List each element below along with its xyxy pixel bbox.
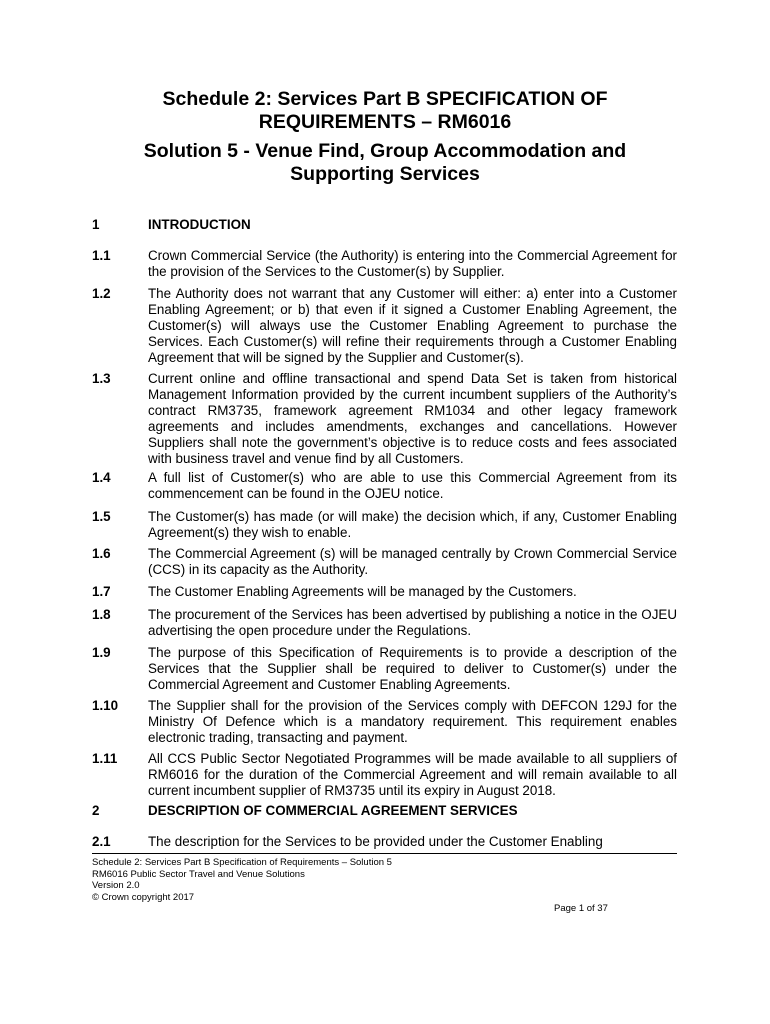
clause-1-3	[92, 371, 682, 466]
clause-number: 1.6	[92, 546, 111, 561]
section-heading-2	[92, 803, 682, 819]
document-title	[90, 88, 680, 134]
clause-text: A full list of Customer(s) who are able to use this Commercial Agreement from its commencement can be found in the OJEU notice.	[148, 470, 677, 501]
clause-number: 1.11	[92, 751, 118, 766]
clause-1-11	[92, 751, 682, 799]
clause-number: 1.3	[92, 371, 111, 386]
clause-number: 1.4	[92, 470, 111, 485]
clause-1-2	[92, 286, 682, 366]
clause-1-10	[92, 698, 682, 746]
clause-number: 1.1	[92, 248, 111, 263]
page-footer	[92, 857, 392, 903]
page-number: Page 1 of 37	[554, 903, 608, 914]
clause-2-1	[92, 834, 682, 850]
clause-number: 2.1	[92, 834, 111, 849]
footer-schedule-title: Schedule 2: Services Part B Specification of Requirements – Solution 5	[92, 857, 392, 868]
footer-divider	[92, 853, 677, 854]
section-number: 2	[92, 803, 100, 818]
clause-text: All CCS Public Sector Negotiated Programmes will be made available to all suppliers of RM6016 for the duration of the Commercial Agreement and will remain available to all current incumbent supplier of RM3735 until its expiry in August 2018.	[148, 751, 677, 798]
section-heading-text: DESCRIPTION OF COMMERCIAL AGREEMENT SERVICES	[148, 803, 518, 818]
clause-text: The Commercial Agreement (s) will be managed centrally by Crown Commercial Service (CCS) in its capacity as the Authority.	[148, 546, 677, 577]
clause-text: The description for the Services to be provided under the Customer Enabling	[148, 834, 603, 849]
clause-number: 1.8	[92, 607, 111, 622]
clause-number: 1.9	[92, 645, 111, 660]
clause-text: The procurement of the Services has been advertised by publishing a notice in the OJEU advertising the open procedure under the Regulations.	[148, 607, 677, 638]
clause-text: The Authority does not warrant that any Customer will either: a) enter into a Customer Enabling Agreement; or b) that even if it signed a Customer Enabling Agreement, the Customer(s) will always use the Customer Enabling Agreement to purchase the Services. Each Customer(s) will refine their requirements through a Customer Enabling Agreement that will be signed by the Supplier and Customer(s).	[148, 286, 677, 365]
clause-number: 1.7	[92, 584, 111, 599]
clause-text: The purpose of this Specification of Requirements is to provide a description of the Services that the Supplier shall be required to deliver to Customer(s) under the Commercial Agreement and Customer Enabling Agreements.	[148, 645, 677, 692]
clause-text: The Customer(s) has made (or will make) the decision which, if any, Customer Enabling Agreement(s) they wish to enable.	[148, 509, 677, 540]
clause-1-7	[92, 584, 682, 600]
clause-1-5	[92, 509, 682, 541]
clause-1-9	[92, 645, 682, 693]
title-line-1: Schedule 2: Services Part B SPECIFICATION OF	[162, 88, 608, 110]
title-line-2: REQUIREMENTS – RM6016	[258, 111, 512, 133]
title-line-3: Solution 5 - Venue Find, Group Accommodation and	[143, 140, 627, 162]
clause-1-1	[92, 248, 682, 280]
clause-text: Current online and offline transactional and spend Data Set is taken from historical Management Information provided by the current incumbent suppliers of the Authority’s contract RM3735, framework agreement RM1034 and other legacy framework agreements and includes amendments, exchanges and cancellations. However Suppliers shall note the government’s objective is to reduce costs and fees associated with business travel and venue find by all Customers.	[148, 371, 677, 466]
section-heading-text: INTRODUCTION	[148, 217, 251, 232]
clause-number: 1.10	[92, 698, 119, 713]
footer-version: Version 2.0	[92, 880, 140, 891]
clause-1-8	[92, 607, 682, 639]
clause-text: Crown Commercial Service (the Authority) is entering into the Commercial Agreement for the provision of the Services to the Customer(s) by Supplier.	[148, 248, 677, 279]
footer-copyright: © Crown copyright 2017	[92, 891, 195, 903]
clause-1-4	[92, 470, 682, 502]
clause-number: 1.5	[92, 509, 111, 524]
document-subtitle	[90, 140, 680, 186]
section-heading-1	[92, 217, 682, 233]
title-line-4: Supporting Services	[290, 163, 480, 185]
clause-1-6	[92, 546, 682, 578]
section-number: 1	[92, 217, 100, 232]
footer-framework: RM6016 Public Sector Travel and Venue Solutions	[92, 868, 305, 880]
clause-text: The Customer Enabling Agreements will be managed by the Customers.	[148, 584, 577, 599]
clause-text: The Supplier shall for the provision of the Services comply with DEFCON 129J for the Ministry Of Defence which is a mandatory requirement. This requirement enables electronic trading, transacting and payment.	[148, 698, 677, 745]
clause-number: 1.2	[92, 286, 111, 301]
